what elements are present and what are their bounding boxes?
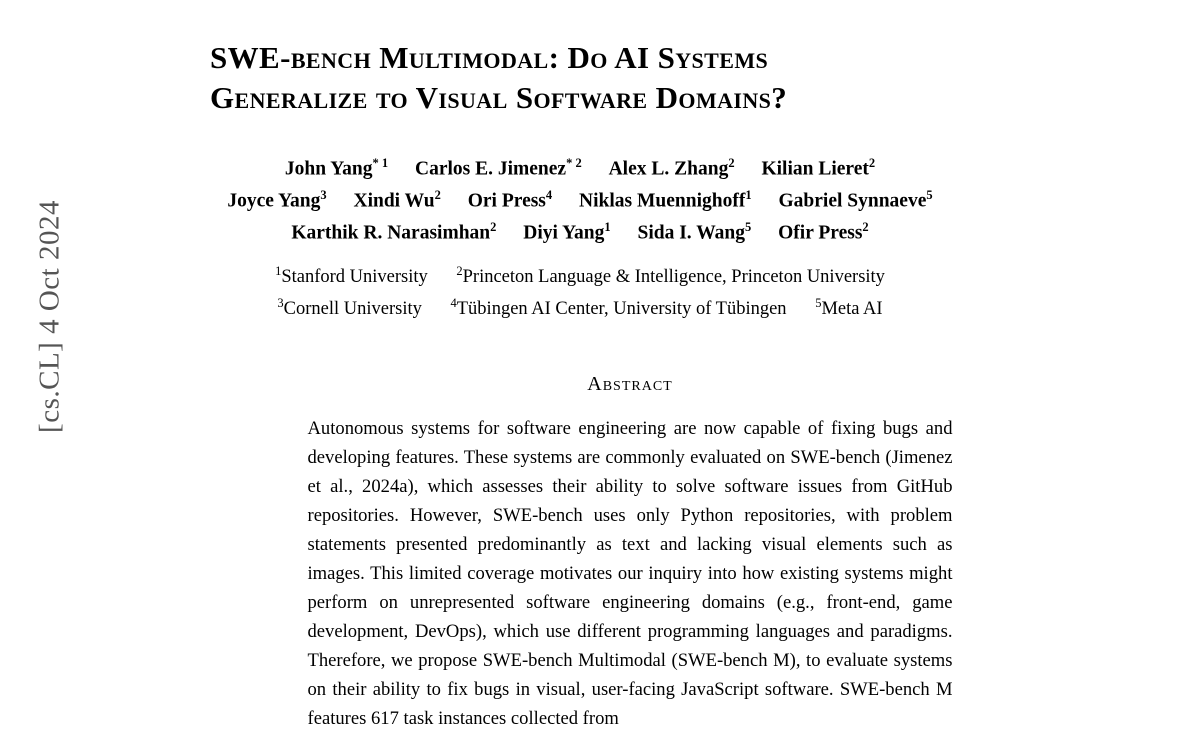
paper-page <box>90 0 1200 730</box>
affiliation <box>277 293 421 325</box>
author-name: Alex L. Zhang <box>608 158 729 180</box>
author-marks: 3 <box>320 187 327 202</box>
author-name: Sida I. Wang <box>637 222 745 244</box>
author-name: Joyce Yang <box>227 190 321 212</box>
author <box>415 153 582 185</box>
author-name: Carlos E. Jimenez <box>414 158 567 180</box>
affiliation <box>456 261 885 293</box>
author <box>285 153 388 185</box>
author <box>291 217 496 249</box>
affiliation <box>275 261 428 293</box>
author-marks: 5 <box>744 219 752 234</box>
author-name: Ori Press <box>467 190 546 212</box>
title-line-2: Generalize to Visual Software Domains? <box>210 80 788 116</box>
affiliation-mark: 3 <box>277 295 284 310</box>
author-row <box>210 185 950 217</box>
affiliation-name: Princeton Language & Intelligence, Princeton University <box>462 266 885 287</box>
author <box>637 217 751 249</box>
author <box>778 217 869 249</box>
author-name: Gabriel Synnaeve <box>778 190 927 212</box>
affiliation-list <box>210 261 950 325</box>
author-list <box>210 153 950 249</box>
author <box>353 185 440 217</box>
author <box>761 153 875 185</box>
arxiv-stamp <box>0 0 90 648</box>
author-marks: 1 <box>745 187 752 202</box>
author-row <box>210 217 950 249</box>
author-marks: 1 <box>604 219 611 234</box>
affiliation-row <box>210 261 950 293</box>
author-marks: 2 <box>434 187 441 202</box>
author-marks: 5 <box>926 187 933 202</box>
affiliation-name: Cornell University <box>283 299 422 320</box>
author <box>778 185 932 217</box>
affiliation-name: Stanford University <box>281 266 428 287</box>
affiliation-mark: 5 <box>815 295 822 310</box>
author <box>523 217 610 249</box>
affiliation-name: Meta AI <box>821 299 883 320</box>
author-marks: 2 <box>868 155 876 170</box>
affiliation-mark: 2 <box>456 263 463 278</box>
author <box>579 185 752 217</box>
arxiv-stamp-text: [cs.CL] 4 Oct 2024 <box>33 200 66 433</box>
author-marks: 2 <box>490 219 497 234</box>
author-name: Niklas Muennighoff <box>579 190 746 212</box>
affiliation <box>815 293 882 325</box>
author-name: Karthik R. Narasimhan <box>291 222 491 244</box>
author-name: Kilian Lieret <box>761 158 869 180</box>
author-marks: 2 <box>728 155 735 170</box>
abstract-text: Autonomous systems for software engineering are now capable of fixing bugs and developing features. These systems are commonly evaluated on SWE-bench (Jimenez et al., 2024a), which assesses their ability to solve software issues from GitHub repositories. However, SWE-bench uses only Python repositories, with problem statements presented predominantly as text and lacking visual elements such as images. This limited coverage motivates our inquiry into how existing systems might perform on unrepresented software engineering domains (e.g., front-end, game development, DevOps), which use different programming languages and paradigms. Therefore, we propose SWE-bench Multimodal (SWE-bench M), to evaluate systems on their ability to fix bugs in visual, user-facing JavaScript software. SWE-bench M features 617 task instances collected from <box>307 418 953 730</box>
author-row <box>210 153 950 185</box>
paper-content <box>210 38 1050 733</box>
affiliation-mark: 1 <box>275 263 282 278</box>
author <box>227 185 326 217</box>
affiliation-row <box>210 293 950 325</box>
abstract-heading: Abstract <box>587 373 673 396</box>
author-marks: * 1 <box>372 155 389 170</box>
author-name: John Yang <box>284 158 373 180</box>
author-marks: 2 <box>862 219 869 234</box>
page-title <box>210 38 1050 119</box>
affiliation <box>451 293 787 325</box>
author <box>609 153 735 185</box>
author-marks: * 2 <box>566 155 582 170</box>
author-name: Diyi Yang <box>523 222 605 244</box>
author-name: Xindi Wu <box>353 190 435 212</box>
author <box>468 185 552 217</box>
title-line-1: SWE-bench Multimodal: Do AI Systems <box>210 40 769 75</box>
affiliation-mark: 4 <box>450 295 457 310</box>
affiliation-name: Tübingen AI Center, University of Tübingen <box>456 299 787 320</box>
author-name: Ofir Press <box>778 222 863 244</box>
author-marks: 4 <box>545 187 553 202</box>
